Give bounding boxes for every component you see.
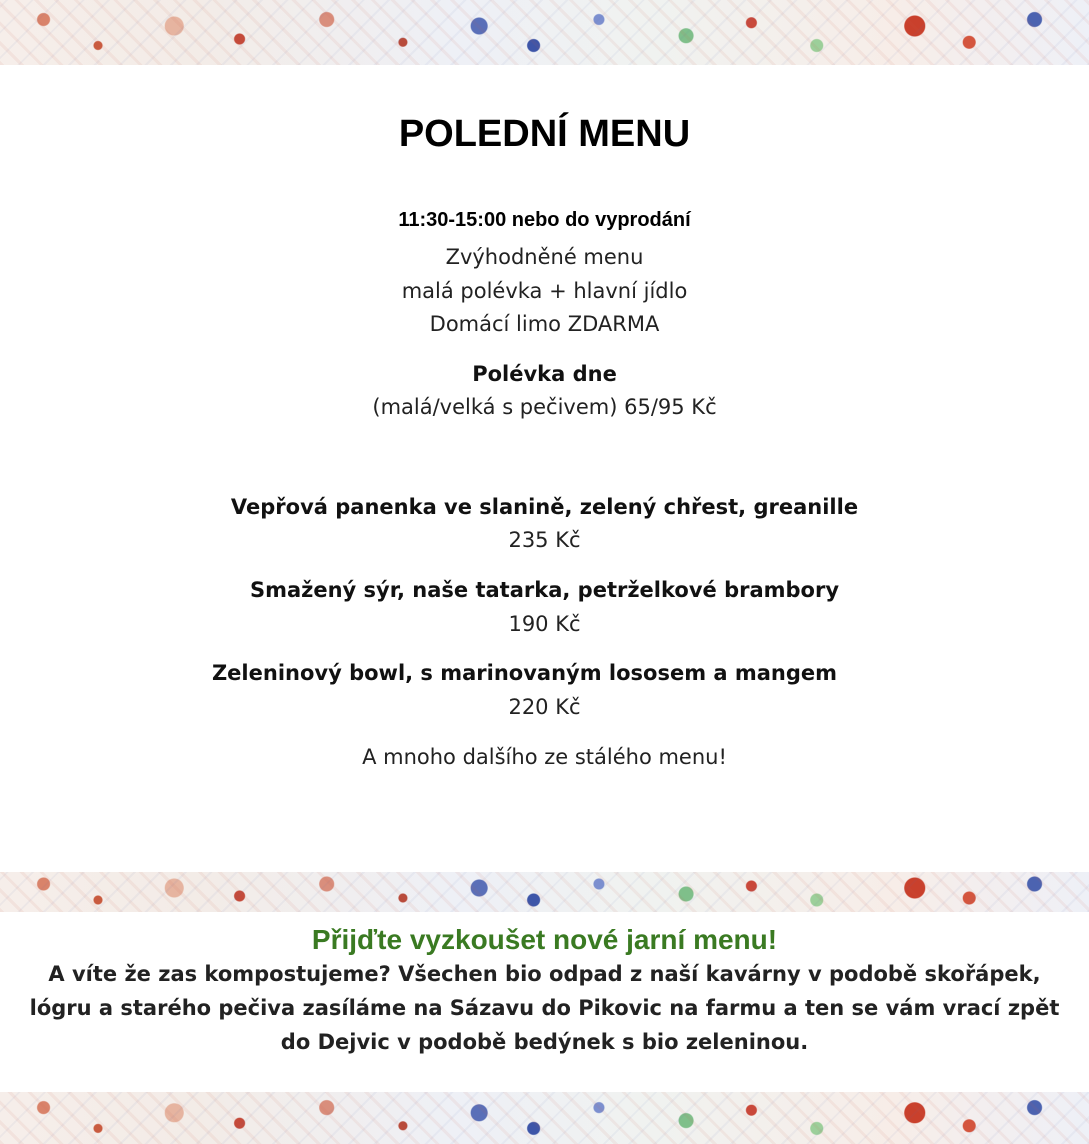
spring-menu-heading: Přijďte vyzkoušet nové jarní menu! [311, 924, 778, 955]
soup-name: Polévka dne [472, 362, 617, 386]
compost-info-text [0, 957, 1089, 1059]
deal-line-2: malá polévka + hlavní jídlo [401, 279, 688, 303]
menu-item-name: Smažený sýr, naše tatarka, petrželkové brambory [249, 578, 840, 602]
floral-plates-banner-top [0, 0, 1089, 65]
deal-line-3: Domácí limo ZDARMA [429, 312, 660, 336]
compost-info-line: do Dejvic v podobě bedýnek s bio zeleninou. [280, 1030, 809, 1054]
more-from-menu-note: A mnoho dalšího ze stálého menu! [362, 745, 727, 769]
deal-line-1: Zvýhodněné menu [445, 245, 644, 269]
soup-price: (malá/velká s pečivem) 65/95 Kč [372, 395, 717, 419]
compost-info-line: A víte že zas kompostujeme? Všechen bio odpad z naší kavárny v podobě skořápek, [48, 962, 1041, 986]
compost-info-line: lógru a starého pečiva zasíláme na Sázavu do Pikovic na farmu a ten se vám vrací zpět [29, 996, 1060, 1020]
menu-item-price: 235 Kč [508, 528, 581, 552]
serving-hours: 11:30-15:00 nebo do vyprodání [398, 209, 691, 231]
menu-item-price: 220 Kč [508, 695, 581, 719]
menu-item-price: 190 Kč [508, 612, 581, 636]
menu-item-name: Vepřová panenka ve slanině, zelený chřest, greanille [230, 495, 859, 519]
page-title: POLEDNÍ MENU [398, 113, 691, 155]
menu-item-name: Zeleninový bowl, s marinovaným lososem a mangem [211, 661, 838, 685]
floral-plates-banner-middle [0, 872, 1089, 912]
floral-plates-banner-bottom [0, 1092, 1089, 1144]
